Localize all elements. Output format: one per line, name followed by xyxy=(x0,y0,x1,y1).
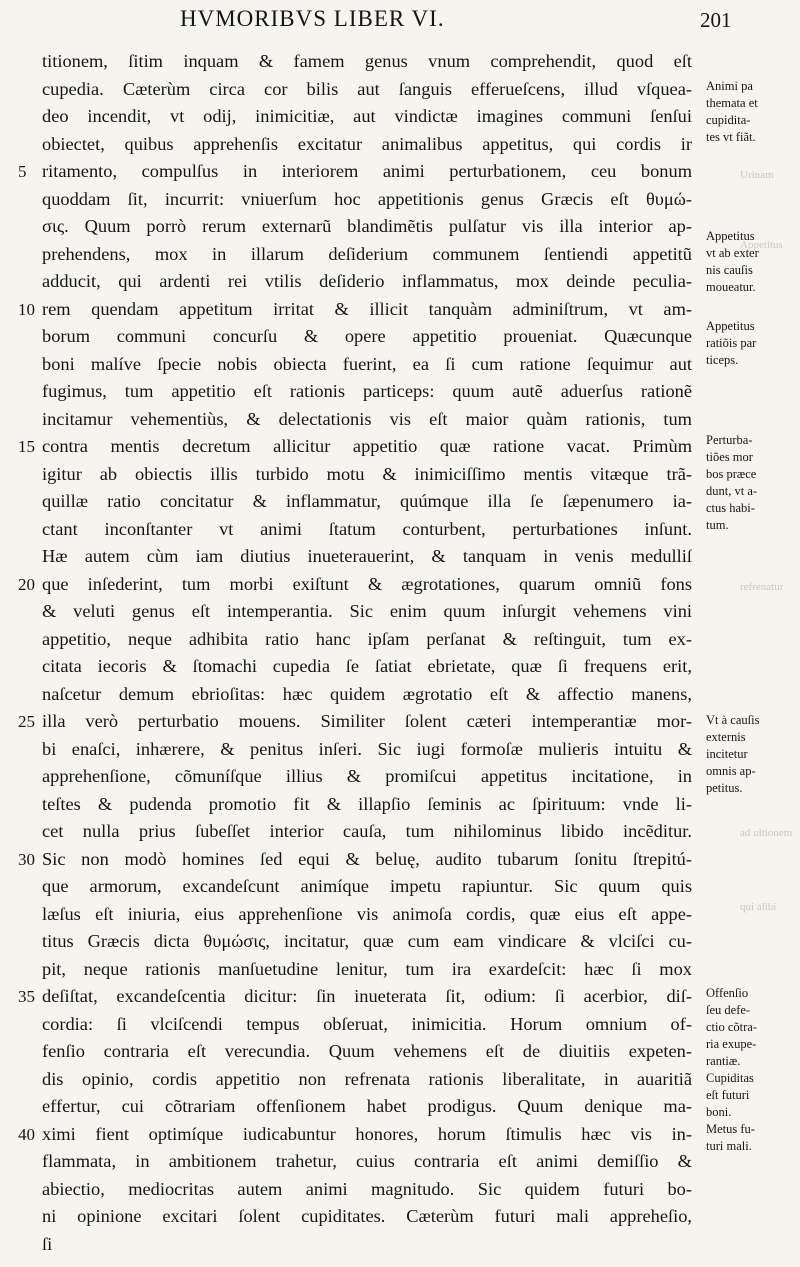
line-text: dis opinio, cordis appetitio non refrenata rationis liberalitate, in auaritiã xyxy=(42,1068,692,1089)
bleed-through-line: refrenatur xyxy=(740,581,784,593)
text-line xyxy=(42,1093,692,1121)
text-line xyxy=(42,351,692,379)
text-line xyxy=(18,433,692,461)
text-line xyxy=(42,488,692,516)
margin-note-line: Cupiditas xyxy=(706,1071,754,1085)
line-text: adducit, qui ardenti rei vtilis deſiderio inflammatus, mox deinde peculia- xyxy=(42,271,692,291)
margin-note-line: tum. xyxy=(706,518,729,532)
line-text: teſtes & pudenda promotio fit & illapſio ſeminis ac ſpirituum: vnde li- xyxy=(42,793,692,814)
margin-note-line: ctio cõtra- xyxy=(706,1020,758,1034)
text-line xyxy=(18,983,692,1011)
text-line xyxy=(42,653,692,681)
line-text: cupedia. Cæterùm circa cor bilis aut ſanguis efferueſcens, illud vſquea- xyxy=(42,78,692,99)
line-text: ſi xyxy=(42,1233,53,1254)
text-line xyxy=(42,516,692,544)
margin-note xyxy=(706,985,796,1155)
margin-note-line: ratiõis par xyxy=(706,336,757,350)
line-text: boni malíve ſpecie nobis obiecta fuerint, ea ſi cum ratione ſequimur aut xyxy=(42,353,692,374)
text-line xyxy=(42,1176,692,1204)
margin-note-line: petitus. xyxy=(706,781,743,795)
line-text: que inſederint, tum morbi exiſtunt & ægrotationes, quarum omniũ fons xyxy=(42,573,692,594)
line-text: Sic non modò homines ſed equi & beluę, audito tubarum ſonitu ſtrepitú- xyxy=(42,848,692,869)
line-number: 10 xyxy=(18,299,35,319)
margin-note-line: rantiæ. xyxy=(706,1054,741,1068)
text-line xyxy=(42,213,692,241)
line-text: Hæ autem cùm iam diutius inueterauerint, & tanquam in venis medulliſ xyxy=(42,546,692,566)
text-line xyxy=(18,708,692,736)
line-text: ximi fient optimíque iudicabuntur honores, horum ſtimulis hæc vis in- xyxy=(42,1123,692,1144)
text-line xyxy=(42,131,692,159)
text-line xyxy=(42,103,692,131)
text-line xyxy=(42,323,692,351)
text-line xyxy=(42,818,692,846)
text-line xyxy=(42,763,692,791)
margin-note-line: tiões mor xyxy=(706,450,753,464)
line-text: rem quendam appetitum irritat & illicit tanquàm adminiſtrum, vt am- xyxy=(42,298,692,319)
line-text: quoddam ſit, incurrit: vniuerſum hoc appetitionis genus Græcis eſt θυμώ- xyxy=(42,188,692,209)
text-line xyxy=(42,791,692,819)
margin-note-line: Appetitus xyxy=(706,319,755,333)
margin-note-line: nis cauſis xyxy=(706,263,753,277)
margin-note-line: omnis ap- xyxy=(706,764,756,778)
line-number: 30 xyxy=(18,849,35,869)
margin-note-line: vt ab exter xyxy=(706,246,759,260)
margin-note-line: bos præce xyxy=(706,467,757,481)
margin-note-line: Vt à cauſis xyxy=(706,713,760,727)
margin-note-line: Animi pa xyxy=(706,79,753,93)
line-number: 40 xyxy=(18,1124,35,1144)
line-text: deo incendit, vt odij, inimicitiæ, aut vindictæ imagines communi ſenſui xyxy=(42,106,692,126)
margin-note-line: ſeu defe- xyxy=(706,1003,751,1017)
line-text: ni opinione excitari ſolent cupiditates. Cæterùm futuri mali appreheſio, xyxy=(42,1206,692,1226)
text-line xyxy=(42,1203,692,1231)
text-line xyxy=(42,1011,692,1039)
line-text: titionem, ſitim inquam & famem genus vnum comprehendit, quod eſt xyxy=(42,51,692,71)
text-line xyxy=(42,1038,692,1066)
text-line xyxy=(42,1066,692,1094)
text-line xyxy=(42,901,692,929)
text-line xyxy=(42,956,692,984)
running-head: HVMORIBVS LIBER VI. xyxy=(180,6,445,31)
line-text: prehendens, mox in illarum deſiderium communem ſentiendi appetitũ xyxy=(42,243,692,264)
margin-note-line: turi mali. xyxy=(706,1139,752,1153)
margin-note xyxy=(706,318,796,369)
text-line xyxy=(42,186,692,214)
margin-note xyxy=(706,712,796,797)
text-line xyxy=(42,543,692,571)
text-line xyxy=(42,1231,692,1259)
margin-note-line: ticeps. xyxy=(706,353,739,367)
text-line xyxy=(42,268,692,296)
margin-note-line: Metus fu- xyxy=(706,1122,755,1136)
text-line xyxy=(18,296,692,324)
main-text-block xyxy=(18,48,692,1258)
margin-note-line: Perturba- xyxy=(706,433,753,447)
line-text: titus Græcis dicta θυμώσις, incitatur, quæ cum eam vindicare & vlciſci cu- xyxy=(42,931,692,951)
margin-note-line: ctus habi- xyxy=(706,501,755,515)
text-line xyxy=(42,736,692,764)
line-text: flammata, in ambitionem trahetur, cuius contraria eſt animi demiſſio & xyxy=(42,1151,692,1171)
line-text: fugimus, tum appetitio eſt rationis particeps: quum autẽ aduerſus rationẽ xyxy=(42,381,692,401)
text-line xyxy=(18,571,692,599)
line-text: illa verò perturbatio mouens. Similiter ſolent cæteri intemperantiæ mor- xyxy=(42,711,692,731)
bleed-through-line: Appetitus xyxy=(740,239,783,251)
text-line xyxy=(42,241,692,269)
line-text: cordia: ſi vlciſcendi tempus obſeruat, inimicitia. Horum omnium of- xyxy=(42,1013,692,1034)
line-text: ctant inconſtanter vt animi ſtatum conturbent, perturbationes inſunt. xyxy=(42,518,692,539)
text-line xyxy=(18,846,692,874)
margin-note-line: ria exupe- xyxy=(706,1037,757,1051)
line-text: appetitio, neque adhibita ratio hanc ipſam perſanat & reſtinguit, tum ex- xyxy=(42,628,692,649)
line-text: quillæ ratio concitatur & inflammatur, quúmque illa ſe ſæpenumero ia- xyxy=(42,491,692,511)
line-text: cet nulla prius ſubeſſet interior cauſa, tum nihilominus libido incẽditur. xyxy=(42,821,692,841)
line-text: deſiſtat, excandeſcentia dicitur: ſin inueterata ſit, odium: ſi acerbior, diſ- xyxy=(42,986,692,1006)
line-text: contra mentis decretum allicitur appetitio quæ ratione vacat. Primùm xyxy=(42,436,692,456)
line-number: 25 xyxy=(18,712,35,731)
text-line xyxy=(42,406,692,434)
text-line xyxy=(42,928,692,956)
margin-note-line: incitetur xyxy=(706,747,748,761)
line-text: σις. Quum porrò rerum externarũ blandimẽtis pulſatur vis illa interior ap- xyxy=(42,216,692,236)
text-line xyxy=(42,48,692,76)
margin-note-line: themata et xyxy=(706,96,758,110)
line-text: bi enaſci, inhærere, & penitus inſeri. Sic iugi formoſæ mulieris intuitu & xyxy=(42,738,692,759)
margin-note-line: cupidita- xyxy=(706,113,751,127)
margin-note-line: Offenſio xyxy=(706,986,749,1000)
text-line xyxy=(42,626,692,654)
bleed-through-line: Urinam xyxy=(740,169,774,181)
margin-note xyxy=(706,78,796,146)
line-text: apprehenſione, cõmuníſque illius & promiſcui appetitus incitatione, in xyxy=(42,766,692,786)
line-text: borum communi concurſu & opere appetitio proueniat. Quæcunque xyxy=(42,326,692,346)
line-text: que armorum, excandeſcunt animíque impetu rapiuntur. Sic quum quis xyxy=(42,876,692,896)
text-line xyxy=(42,378,692,406)
text-line xyxy=(42,681,692,709)
line-text: fenſio contraria eſt verecundia. Quum vehemens eſt de diuitiis expeten- xyxy=(42,1041,692,1061)
line-text: pit, neque rationis manſuetudine lenitur, tum ira exardeſcit: hæc ſi mox xyxy=(42,958,692,979)
line-text: citata iecoris & ſtomachi cupedia ſe ſatiat ebrietate, quæ ſi frequens erit, xyxy=(42,656,692,676)
text-line xyxy=(42,873,692,901)
margin-note-line: eſt futuri xyxy=(706,1088,750,1102)
line-text: ritamento, compulſus in interiorem animi perturbationem, ceu bonum xyxy=(42,161,692,181)
line-text: incitamur vehementiùs, & delectationis vis eſt maior quàm rationis, tum xyxy=(42,408,692,429)
margin-note-line: dunt, vt a- xyxy=(706,484,758,498)
line-text: naſcetur demum ebrioſitas: hæc quidem ægrotatio eſt & affectio manens, xyxy=(42,683,692,704)
bleed-through-line: ad ultionem xyxy=(740,827,793,839)
margin-note-line: Appetitus xyxy=(706,229,755,243)
margin-note-line: tes vt fiãt. xyxy=(706,130,756,144)
line-text: læſus eſt iniuria, eius apprehenſione vis animoſa cordis, quæ eius eſt appe- xyxy=(42,903,692,924)
line-text: igitur ab obiectis illis turbido motu & inimiciſſimo mentis vitæque trã- xyxy=(42,463,692,484)
text-line xyxy=(18,1121,692,1149)
line-text: & veluti genus eſt intemperantia. Sic enim quum inſurgit vehemens vini xyxy=(42,601,692,621)
line-text: abiectio, mediocritas autem animi magnitudo. Sic quidem futuri bo- xyxy=(42,1178,692,1199)
text-line xyxy=(42,598,692,626)
line-number: 15 xyxy=(18,437,35,456)
line-number: 35 xyxy=(18,987,35,1006)
page-number: 201 xyxy=(700,8,732,32)
margin-note xyxy=(706,432,796,534)
margin-note-line: moueatur. xyxy=(706,280,756,294)
margin-note-line: boni. xyxy=(706,1105,732,1119)
line-number: 20 xyxy=(18,574,35,594)
text-line xyxy=(42,76,692,104)
line-text: effertur, cui cõtrariam offenſionem habet prodigus. Quum denique ma- xyxy=(42,1096,692,1116)
line-number: 5 xyxy=(18,162,27,181)
margin-note-line: externis xyxy=(706,730,746,744)
line-text: obiectet, quibus apprehenſis excitatur animalibus appetitus, qui cordis ir xyxy=(42,133,692,154)
text-line xyxy=(42,461,692,489)
bleed-through-line: qui alibi xyxy=(740,901,777,913)
text-line xyxy=(42,1148,692,1176)
text-line xyxy=(18,158,692,186)
